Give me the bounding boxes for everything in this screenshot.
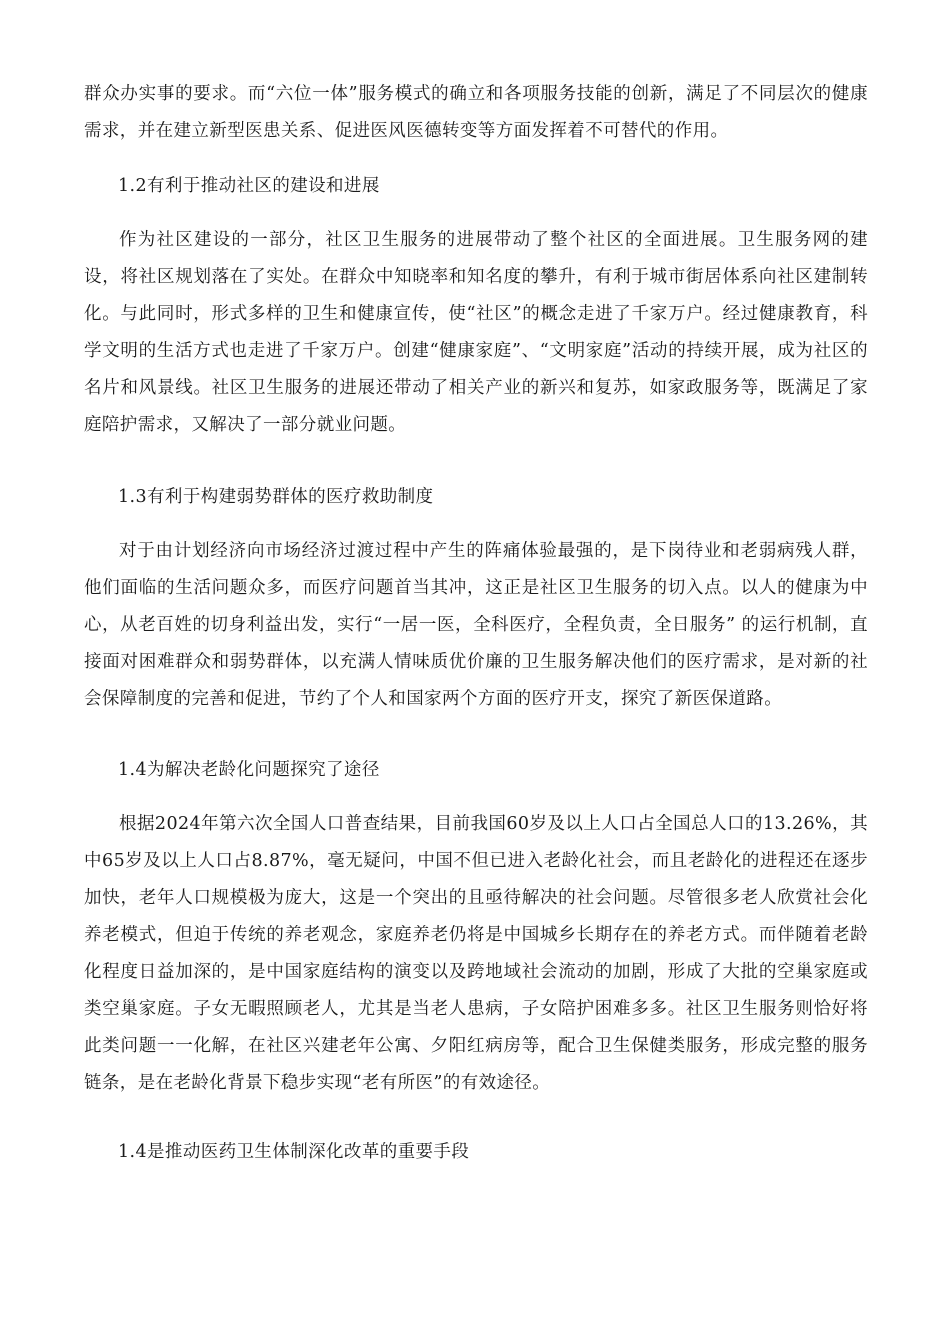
- section-heading-1-4-aging: 1.4为解决老龄化问题探究了途径: [118, 760, 380, 780]
- paragraph-intro: 群众办实事的要求。而“六位一体”服务模式的确立和各项服务技能的创新，满足了不同层次的健康需求，并在建立新型医患关系、促进医风医德转变等方面发挥着不可替代的作用。: [84, 84, 868, 141]
- section-heading-1-2: 1.2有利于推动社区的建设和进展: [118, 176, 380, 196]
- section-heading-1-3: 1.3有利于构建弱势群体的医疗救助制度: [118, 487, 434, 507]
- paragraph-community-construction: 作为社区建设的一部分，社区卫生服务的进展带动了整个社区的全面进展。卫生服务网的建设，将社区规划落在了实处。在群众中知晓率和知名度的攀升，有利于城市街居体系向社区建制转化。与此同时，形式多样的卫生和健康宣传，使“社区”的概念走进了千家万户。经过健康教育，科学文明的生活方式也走进了千家万户。创建“健康家庭”、“文明家庭”活动的持续开展，成为社区的名片和风景线。社区卫生服务的进展还带动了相关产业的新兴和复苏，如家政服务等，既满足了家庭陪护需求，又解决了一部分就业问题。: [84, 230, 868, 435]
- section-heading-1-4-reform: 1.4是推动医药卫生体制深化改革的重要手段: [118, 1142, 470, 1162]
- paragraph-aging: 根据2024年第六次全国人口普查结果，目前我国60岁及以上人口占全国总人口的13.26%，其中65岁及以上人口占8.87%，毫无疑问，中国不但已进入老龄化社会，而且老龄化的进程还在逐步加快，老年人口规模极为庞大，这是一个突出的且亟待解决的社会问题。尽管很多老人欣赏社会化养老模式，但迫于传统的养老观念，家庭养老仍将是中国城乡长期存在的养老方式。而伴随着老龄化程度日益加深的，是中国家庭结构的演变以及跨地域社会流动的加剧，形成了大批的空巢家庭或类空巢家庭。子女无暇照顾老人，尤其是当老人患病，子女陪护困难多多。社区卫生服务则恰好将此类问题一一化解，在社区兴建老年公寓、夕阳红病房等，配合卫生保健类服务，形成完整的服务链条，是在老龄化背景下稳步实现“老有所医”的有效途径。: [84, 814, 868, 1093]
- paragraph-vulnerable-groups: 对于由计划经济向市场经济过渡过程中产生的阵痛体验最强的，是下岗待业和老弱病残人群，他们面临的生活问题众多，而医疗问题首当其冲，这正是社区卫生服务的切入点。以人的健康为中心，从老百姓的切身利益出发，实行“一居一医，全科医疗，全程负责，全日服务” 的运行机制，直接面对困难群众和弱势群体，以充满人情味质优价廉的卫生服务解决他们的医疗需求，是对新的社会保障制度的完善和促进，节约了个人和国家两个方面的医疗开支，探究了新医保道路。: [84, 541, 868, 709]
